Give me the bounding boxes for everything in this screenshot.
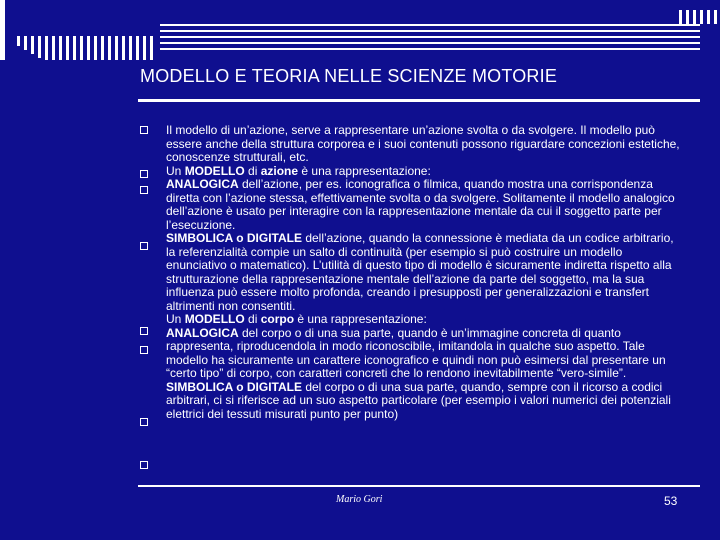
bold-text: ANALOGICA [166, 325, 239, 340]
decorative-stripes [0, 0, 720, 60]
bullet-square-icon [140, 242, 148, 250]
bullet-square-icon [140, 170, 148, 178]
bold-text: SIMBOLICA o DIGITALE [166, 231, 302, 245]
text-run: Un [166, 163, 185, 178]
slide-title: MODELLO E TEORIA NELLE SCIENZE MOTORIE [140, 66, 558, 86]
text-run: del corpo o di una sua parte, quando, sempre con il ricorso a codici arbitrari, ci si riferisce ad un suo aspetto particolare (per esempio i valori numerici dei potenziali elettrici dei tessuti misurati punto per punto) [166, 379, 671, 421]
text-run: Un [166, 312, 185, 326]
page-number: 53 [664, 494, 678, 508]
footer-divider [138, 485, 700, 487]
text-run: di [244, 163, 261, 178]
slide-body [166, 124, 686, 421]
body-paragraph [166, 313, 686, 327]
body-paragraph [166, 178, 686, 232]
footer-author: Mario Gori [336, 494, 383, 505]
text-run: dell’azione, quando la connessione è mediata da un codice arbitrario, la referenzialità compie un salto di continuità (per esempio si può costruire un modello enunciativo o matematico). L’utilità di questo tipo di modello è sicuramente indiretta rispetto alla strutturazione della rappresentazione mentale dell’azione da parte del soggetto, ma la sua influenza può essere molto profonda, creando i presupposti per generalizzazioni e transfert altrimenti non consentiti. [166, 231, 674, 313]
body-paragraph [166, 327, 686, 381]
bullet-square-icon [140, 186, 148, 194]
text-run: è una rappresentazione: [298, 163, 431, 178]
body-paragraph [166, 124, 686, 165]
bullet-square-icon [140, 126, 148, 134]
bullet-square-icon [140, 461, 148, 469]
bold-text: corpo [260, 312, 295, 326]
text-run: è una rappresentazione: [294, 312, 427, 326]
body-paragraph [166, 232, 686, 313]
text-run: di [244, 312, 261, 326]
text-run: dell’azione, per es. iconografica o filmica, quando mostra una corrispondenza diretta con l’azione stessa, effettivamente svolta o da svolgere. Solitamente il modello analogico dell’azione è usato per interagire con la rappresentazione mentale da cui il soggetto parte per l’esecuzione. [166, 177, 675, 232]
body-paragraph [166, 165, 686, 179]
text-run: del corpo o di una sua parte, quando è un’immagine concreta di quanto rappresenta, riproducendola in modo riconoscibile, imitandola in qualche suo aspetto. Tale modello ha sicuramente un carattere iconografico e quindi non può esimersi dal presentare un “certo tipo” di corpo, con caratteri concreti che lo rendono inevitabilmente “vero-simile”. [166, 325, 666, 380]
bullet-square-icon [140, 327, 148, 335]
body-paragraph [166, 381, 686, 422]
bold-text: ANALOGICA [166, 177, 239, 191]
bold-text: MODELLO [184, 312, 245, 326]
bullet-square-icon [140, 346, 148, 354]
bullet-square-icon [140, 418, 148, 426]
bold-text: SIMBOLICA o DIGITALE [166, 379, 302, 394]
text-run: Il modello di un’azione, serve a rappresentare un’azione svolta o da svolgere. Il modello può essere anche della struttura corporea e i suoi contenuti possono riguardare concezioni estetiche, conoscenze strutturali, etc. [166, 123, 680, 164]
bold-text: MODELLO [184, 163, 245, 178]
title-divider [138, 99, 700, 102]
bold-text: azione [260, 163, 299, 178]
